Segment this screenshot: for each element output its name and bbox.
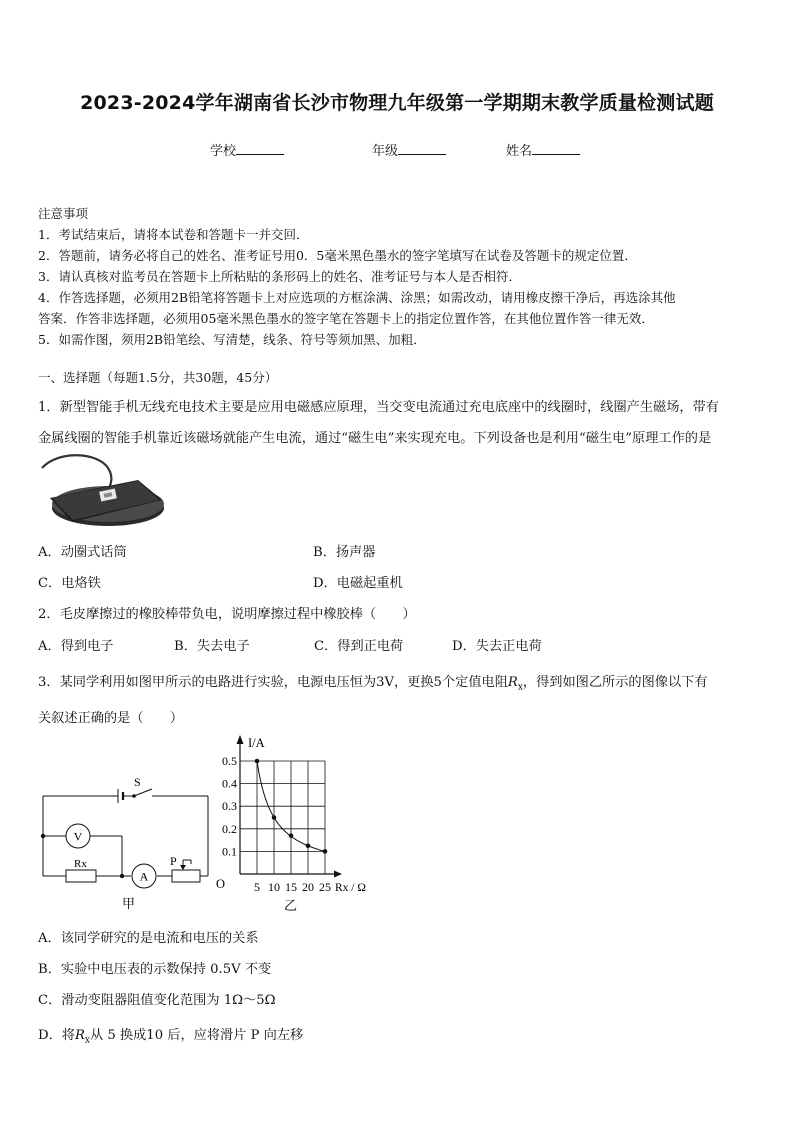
resistor-rx — [66, 870, 96, 882]
q1-option-a[interactable]: A．动圈式话筒 — [38, 545, 127, 560]
y-tick-label: 0.2 — [222, 821, 237, 836]
section-heading: 一、选择题（每题1.5分，共30题，45分） — [38, 370, 278, 385]
circuit-caption: 甲 — [122, 896, 136, 911]
q3-stem-line2: 关叙述正确的是（ ） — [38, 711, 184, 726]
y-tick-label: 0.1 — [222, 844, 237, 859]
rx-subscript: x — [517, 682, 523, 693]
switch-label: S — [134, 775, 141, 789]
junction-dot — [41, 834, 45, 838]
x-axis-arrow — [334, 871, 342, 878]
x-tick-label: 25 — [319, 880, 331, 894]
note-item: 3．请认真核对监考员在答题卡上所粘贴的条形码上的姓名、准考证号与本人是否相符． — [38, 269, 521, 284]
grade-field[interactable] — [372, 140, 446, 159]
name-field[interactable] — [506, 140, 580, 159]
q3-stem-text-a: 3．某同学利用如图甲所示的电路进行实验，电源电压恒为3V，更换5个定值电阻 — [38, 675, 508, 690]
q3-option-d[interactable] — [38, 1024, 303, 1046]
x-axis-label: Rx / Ω — [335, 882, 366, 894]
rx-symbol: R — [507, 675, 518, 690]
q3-stem-line1 — [38, 671, 708, 693]
q2-stem: 2．毛皮摩擦过的橡胶棒带负电，说明摩擦过程中橡胶棒（ ） — [38, 607, 416, 622]
q2-option-c[interactable]: C．得到正电荷 — [314, 639, 404, 654]
q1-option-c[interactable]: C．电烙铁 — [38, 576, 101, 591]
q1-stem-line1: 1．新型智能手机无线充电技术主要是应用电磁感应原理，当交变电流通过充电底座中的线圈时，线圈产生磁场，带有 — [38, 400, 719, 415]
current-resistance-graph — [214, 732, 384, 916]
note-item: 答案．作答非选择题，必须用05毫米黑色墨水的签字笔在答题卡上的指定位置作答，在其他位置作答一律无效． — [38, 311, 654, 326]
rheostat — [172, 870, 200, 882]
name-blank[interactable] — [532, 142, 580, 155]
x-tick-label: 10 — [268, 880, 280, 894]
rx-subscript: x — [84, 1035, 90, 1046]
circuit-diagram — [36, 770, 216, 912]
q3-option-b[interactable]: B．实验中电压表的示数保持 0.5V 不变 — [38, 962, 272, 977]
data-point — [306, 843, 311, 848]
notes-heading: 注意事项 — [38, 206, 89, 221]
wireless-charger-image — [38, 450, 168, 532]
q1-option-d[interactable]: D．电磁起重机 — [313, 576, 403, 591]
grade-label: 年级 — [372, 144, 399, 159]
junction-dot — [132, 794, 136, 798]
q3-option-a[interactable]: A．该同学研究的是电流和电压的关系 — [38, 931, 259, 946]
data-point — [323, 849, 328, 854]
note-item: 1．考试结束后，请将本试卷和答题卡一并交回． — [38, 227, 309, 242]
q3-option-c[interactable]: C．滑动变阻器阻值变化范围为 1Ω～5Ω — [38, 993, 276, 1008]
graph-grid — [240, 761, 325, 874]
data-point — [272, 815, 277, 820]
x-tick-label: 5 — [254, 880, 260, 894]
name-label: 姓名 — [506, 144, 533, 159]
note-item: 2．答题前，请务必将自己的姓名、准考证号用0．5毫米黑色墨水的签字笔填写在试卷及答题卡的规定位置． — [38, 248, 637, 263]
y-axis-arrow — [237, 735, 244, 744]
x-tick-label: 20 — [302, 880, 314, 894]
y-tick-label: 0.5 — [222, 754, 237, 768]
q2-option-d[interactable]: D．失去正电荷 — [452, 639, 542, 654]
note-item: 5．如需作图，须用2B铅笔绘、写清楚，线条、符号等须加黑、加粗． — [38, 332, 426, 347]
q1-stem-line2: 金属线圈的智能手机靠近该磁场就能产生电流，通过“磁生电”来实现充电。下列设备也是利用“磁生电”原理工作的是 — [38, 431, 712, 446]
q2-option-a[interactable]: A．得到电子 — [38, 639, 114, 654]
y-tick-label: 0.3 — [222, 799, 237, 814]
school-blank[interactable] — [236, 142, 284, 155]
data-point — [255, 759, 260, 764]
q3-option-d-pre: D．将 — [38, 1028, 75, 1043]
school-field[interactable] — [210, 140, 284, 159]
y-tick-label: 0.4 — [222, 776, 237, 791]
note-item: 4．作答选择题，必须用2B铅笔将答题卡上对应选项的方框涂满、涂黑；如需改动，请用橡皮擦干净后，再选涂其他 — [38, 290, 676, 305]
ammeter-label: A — [139, 869, 149, 884]
page-title: 2023-2024学年湖南省长沙市物理九年级第一学期期末教学质量检测试题 — [80, 92, 714, 114]
data-point — [289, 833, 294, 838]
graph-caption: 乙 — [284, 898, 298, 913]
y-axis-label: I/A — [248, 736, 265, 750]
graph-tick-labels — [222, 754, 331, 894]
switch-blade — [134, 789, 152, 796]
q1-option-b[interactable]: B．扬声器 — [313, 545, 376, 560]
q3-stem-text-b: ，得到如图乙所示的图像以下有 — [522, 675, 708, 690]
junction-dot — [120, 874, 124, 878]
q3-option-d-post: 从 5 换成10 后，应将滑片 P 向左移 — [89, 1028, 304, 1043]
x-tick-label: 15 — [285, 880, 297, 894]
grade-blank[interactable] — [398, 142, 446, 155]
school-label: 学校 — [210, 144, 237, 159]
origin-label: O — [216, 877, 226, 891]
slider-label: P — [170, 854, 177, 868]
rx-symbol: R — [74, 1028, 85, 1043]
resistor-label: Rx — [74, 858, 87, 870]
q2-option-b[interactable]: B．失去电子 — [174, 639, 250, 654]
voltmeter-label: V — [73, 829, 83, 844]
